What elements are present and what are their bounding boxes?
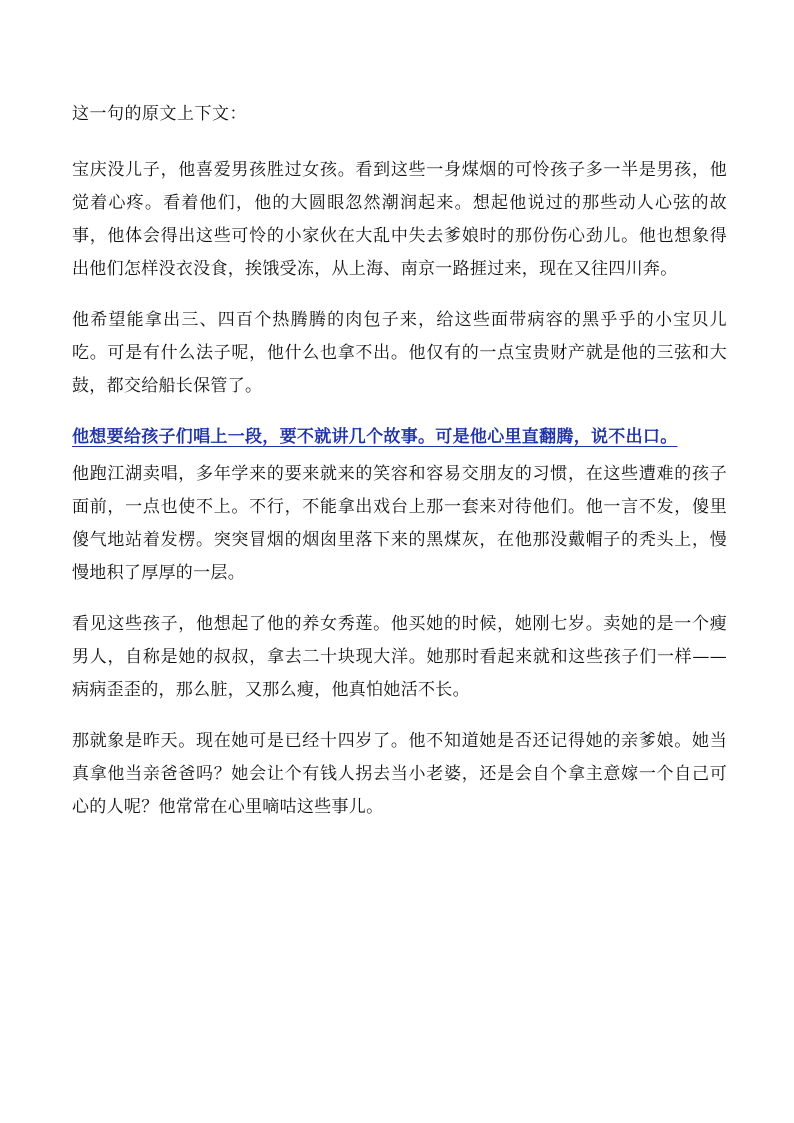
highlighted-sentence: 他想要给孩子们唱上一段，要不就讲几个故事。可是他心里直翻腾，说不出口。 <box>72 427 678 447</box>
paragraph-5: 那就象是昨天。现在她可是已经十四岁了。他不知道她是否还记得她的亲爹娘。她当真拿他当亲爸爸吗？她会让个有钱人拐去当小老婆，还是会自个拿主意嫁一个自己可心的人呢？他常常在心里嘀咕这些事儿。 <box>72 731 727 817</box>
paragraph-2: 他希望能拿出三、四百个热腾腾的肉包子来，给这些面带病容的黑乎乎的小宝贝儿吃。可是有什么法子呢，他什么也拿不出。他仅有的一点宝贵财产就是他的三弦和大鼓，都交给船长保管了。 <box>72 310 727 396</box>
context-heading: 这一句的原文上下文： <box>72 104 247 124</box>
paragraph-1: 宝庆没儿子，他喜爱男孩胜过女孩。看到这些一身煤烟的可怜孩子多一半是男孩，他觉着心疼。看着他们，他的大圆眼忽然潮润起来。想起他说过的那些动人心弦的故事，他体会得出这些可怜的小家伙在大乱中失去爹娘时的那份伤心劲儿。他也想象得出他们怎样没衣没食，挨饿受冻，从上海、南京一路捱过来，现在又往四川奔。 <box>72 160 727 279</box>
paragraph-3: 他跑江湖卖唱，多年学来的要来就来的笑容和容易交朋友的习惯，在这些遭难的孩子面前，一点也使不上。不行，不能拿出戏台上那一套来对待他们。他一言不发，傻里傻气地站着发楞。突突冒烟的烟囱里落下来的黑煤灰，在他那没戴帽子的秃头上，慢慢地积了厚厚的一层。 <box>72 464 727 583</box>
document-page <box>72 98 727 842</box>
paragraph-4: 看见这些孩子，他想起了他的养女秀莲。他买她的时候，她刚七岁。卖她的是一个瘦男人，自称是她的叔叔，拿去二十块现大洋。她那时看起来就和这些孩子们一样——病病歪歪的，那么脏，又那么瘦，他真怕她活不长。 <box>72 614 727 700</box>
